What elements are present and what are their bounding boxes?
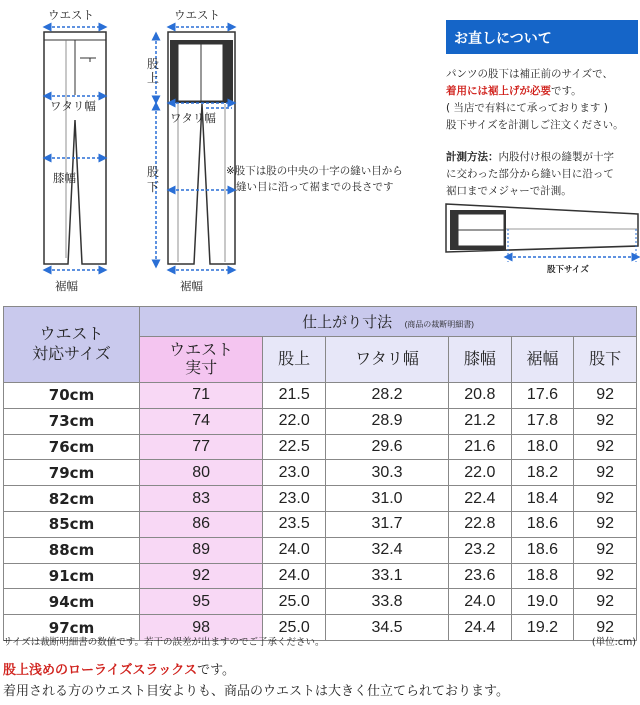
table-cell: 32.4 [326,537,449,563]
table-cell: 22.4 [449,486,512,512]
column-header-line2: 実寸 [185,359,218,377]
table-cell: 92 [140,563,263,589]
table-row [4,537,637,563]
table-cell: 25.0 [263,589,326,615]
table-cell: 77 [140,434,263,460]
column-header [511,337,574,383]
panel-line1: パンツの股下は補正前のサイズで、 [446,68,613,80]
table-cell: 24.4 [449,615,512,641]
column-header-line1: 膝幅 [463,350,496,368]
table-row [4,408,637,434]
inseam-note-line2: 縫い目に沿って裾までの長さです [236,181,394,193]
footer-line2: 着用される方のウエスト目安よりも、商品のウエストは大きく仕立てられております。 [3,684,509,699]
rise-label-bottom: 上 [147,71,160,85]
table-cell: 24.0 [263,563,326,589]
inseam-label-bottom: 下 [147,180,160,194]
table-cell: 92 [574,537,637,563]
inseam-size-label: 股下サイズ [547,265,589,275]
table-cell: 23.6 [449,563,512,589]
column-header-line1: 股下 [589,350,622,368]
table-cell: 21.5 [263,383,326,409]
table-cell: 18.0 [511,434,574,460]
table-cell: 92 [574,563,637,589]
table-cell: 34.5 [326,615,449,641]
table-cell: 28.9 [326,408,449,434]
waist-size-cell: 82cm [4,486,140,512]
inseam-measure-drawing [446,204,638,275]
waist-size-cell: 70cm [4,383,140,409]
footer-highlight-red: 股上浅めのローライズスラックス [3,663,198,678]
table-cell: 92 [574,511,637,537]
table-cell: 18.8 [511,563,574,589]
table-cell: 71 [140,383,263,409]
table-cell: 33.8 [326,589,449,615]
panel-line2-rest: です。 [551,85,582,97]
group-note: (商品の裁断明細書) [404,320,474,329]
panel-measure-line1 [446,149,614,167]
table-cell: 92 [574,589,637,615]
inside-thigh-label: ワタリ幅 [170,111,216,125]
table-cell: 92 [574,434,637,460]
table-cell: 24.0 [449,589,512,615]
table-cell: 22.5 [263,434,326,460]
footer-unit: (単位:cm) [591,637,636,648]
footer-highlight-rest: です。 [197,663,236,678]
table-cell: 18.2 [511,460,574,486]
front-waist-label: ウエスト [48,8,94,22]
table-cell: 22.8 [449,511,512,537]
table-corner-header [4,307,140,383]
front-knee-label: 膝幅 [53,171,76,185]
table-row [4,460,637,486]
panel-line2-red: 着用には裾上げが必要 [446,85,551,97]
table-cell: 29.6 [326,434,449,460]
waist-size-cell: 85cm [4,511,140,537]
table-cell: 19.2 [511,615,574,641]
inside-waist-label: ウエスト [174,8,220,22]
table-cell: 92 [574,615,637,641]
table-row [4,511,637,537]
table-cell: 92 [574,408,637,434]
panel-line3: ( 当店で有料にて承っております ) [446,102,608,114]
column-header-line1: ワタリ幅 [355,350,419,368]
corner-line1: ウエスト [39,325,104,343]
column-header-line1: 裾幅 [526,350,559,368]
table-cell: 30.3 [326,460,449,486]
table-cell: 28.2 [326,383,449,409]
panel-line2 [446,83,582,101]
column-header [574,337,637,383]
table-cell: 22.0 [449,460,512,486]
table-row [4,383,637,409]
table-cell: 92 [574,383,637,409]
inseam-note-line1: ※股下は股の中央の十字の縫い目から [226,165,403,177]
waist-size-cell: 79cm [4,460,140,486]
waist-size-cell: 94cm [4,589,140,615]
waist-size-cell: 76cm [4,434,140,460]
table-row [4,589,637,615]
table-row [4,486,637,512]
column-header [263,337,326,383]
table-cell: 89 [140,537,263,563]
table-cell: 92 [574,460,637,486]
column-header [449,337,512,383]
column-header [140,337,263,383]
table-row [4,434,637,460]
table-cell: 74 [140,408,263,434]
footer-note: サイズは裁断明細書の数値です。若干の誤差が出ますのでご了承ください。 [3,637,325,648]
column-header-line1: 股上 [278,350,311,368]
column-header [326,337,449,383]
table-group-header [140,307,637,337]
table-cell: 95 [140,589,263,615]
size-table [3,306,637,641]
table-cell: 24.0 [263,537,326,563]
table-cell: 31.7 [326,511,449,537]
table-row [4,563,637,589]
footer-highlight [3,659,235,678]
panel-measure-line2: に交わった部分から縫い目に沿って [446,168,614,180]
waist-size-cell: 88cm [4,537,140,563]
table-cell: 80 [140,460,263,486]
front-pants-drawing [44,8,106,293]
group-title: 仕上がり寸法 [302,314,393,331]
table-cell: 18.4 [511,486,574,512]
table-cell: 21.2 [449,408,512,434]
inside-hem-label: 裾幅 [180,279,203,293]
table-cell: 23.5 [263,511,326,537]
table-cell: 21.6 [449,434,512,460]
front-hem-label: 裾幅 [55,279,78,293]
table-cell: 17.6 [511,383,574,409]
waist-size-cell: 91cm [4,563,140,589]
inside-pants-drawing [147,8,235,293]
table-cell: 19.0 [511,589,574,615]
panel-measure-label: 計測方法： [446,151,499,163]
table-cell: 18.6 [511,537,574,563]
table-cell: 18.6 [511,511,574,537]
table-cell: 23.0 [263,460,326,486]
table-cell: 98 [140,615,263,641]
table-cell: 20.8 [449,383,512,409]
waist-size-cell: 97cm [4,615,140,641]
table-cell: 31.0 [326,486,449,512]
table-cell: 86 [140,511,263,537]
corner-line2: 対応サイズ [32,345,111,363]
table-cell: 83 [140,486,263,512]
table-cell: 25.0 [263,615,326,641]
panel-measure-text1: 内股付け根の縫製が十字 [498,151,614,163]
column-header-line1: ウエスト [169,341,234,359]
panel-title: お直しについて [446,20,638,54]
front-thigh-label: ワタリ幅 [50,99,96,113]
waist-size-cell: 73cm [4,408,140,434]
table-cell: 17.8 [511,408,574,434]
table-cell: 23.2 [449,537,512,563]
table-cell: 92 [574,486,637,512]
panel-line4: 股下サイズを計測しご注文ください。 [446,119,624,131]
table-cell: 22.0 [263,408,326,434]
table-cell: 23.0 [263,486,326,512]
rise-label-top: 股 [147,57,160,71]
table-cell: 33.1 [326,563,449,589]
inseam-label-top: 股 [147,165,160,179]
panel-measure-line3: 裾口までメジャーで計測。 [446,185,572,197]
